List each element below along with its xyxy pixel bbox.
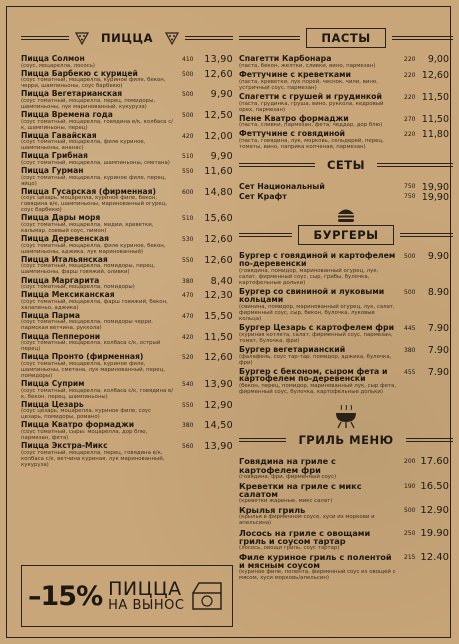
grill-desc: (лосось, овощи гриль, соус тартар) [239, 544, 340, 551]
grill-icon [333, 405, 359, 429]
burger-weight: 445 [404, 324, 416, 332]
grill-desc: (креветки жареные, микс салат) [239, 498, 333, 505]
burger-desc: (куриная котлета, салат, фирменный соус, пармезан, томат, булочка, фри) [239, 331, 393, 344]
pizza-weight: 500 [182, 70, 194, 78]
burger-price: 7.90 [427, 366, 449, 378]
pizza-weight: 500 [182, 91, 194, 99]
pizza-desc: (соус томатный, моцарелла, говядина в/к, колбаса с/к, шампиньоны, перец) [21, 118, 173, 131]
pizza-price: 12,00 [204, 130, 233, 142]
sets-title: СЕТЫ [326, 158, 366, 173]
right-column [239, 27, 453, 583]
header-rule [21, 36, 69, 40]
pizza-name: Пицца Парма [21, 310, 80, 320]
pizza-desc: (соус томатный, моцарелла, колбаса с/к, говядина в/к, бекон, перец, шампиньоны) [21, 387, 173, 400]
pasta-weight: 220 [404, 131, 416, 139]
pizza-desc: (соус цезарь, моцарелла, куриное филе, бекон, говядина в/к, шампиньоны, маринованный огурец, соус барбекю) [21, 195, 168, 214]
pizza-weight: 550 [182, 256, 194, 264]
set-price: 19,90 [421, 182, 449, 194]
pizza-slice-icon [75, 31, 89, 45]
pizza-desc: (соус, моцарелла, лосось) [21, 62, 95, 69]
pizza-item [21, 167, 233, 187]
promo-text [108, 580, 184, 612]
burger-desc: (фалафель, соус тар-тар, помидор, аджика, булочка, фри) [239, 353, 392, 366]
pizza-weight: 550 [182, 168, 194, 176]
pizza-desc: (соус томатный, моцарелла, филе куриное, бекон, шампиньоны, аджика, лук маринованный) [21, 242, 166, 255]
set-weight: 750 [404, 183, 416, 191]
pasta-name: Пене Кватро формаджи [239, 113, 349, 123]
grill-price: 19.90 [420, 527, 449, 539]
pizza-price: 12,90 [204, 399, 233, 411]
pizza-item [21, 442, 233, 468]
set-name: Сет Национальный [239, 182, 325, 192]
pasta-name: Феттучине с говядиной [239, 129, 346, 139]
burgers-header [239, 224, 453, 246]
pizza-desc: (соус томатный, моцарелла, куриное филе, бекон, черри, шампиньоны, соус барбекю) [21, 77, 166, 90]
pizza-weight: 510 [182, 215, 194, 223]
pasta-weight: 270 [404, 115, 416, 123]
burger-weight: 500 [404, 253, 416, 261]
burger-name: Бургер с беконом, сыром фета и картофелем по-деревенски [239, 366, 388, 384]
pizza-desc: (соус томатный, моцарелла, перец, говядина в/к, колбаса с/к, ветчина куриная, лук маринованный, кукуруза) [21, 449, 165, 468]
grill-title: ГРИЛЬ МЕНЮ [298, 433, 394, 448]
pizza-weight: 380 [182, 277, 194, 285]
set-item [239, 182, 453, 192]
burger-item [239, 368, 453, 396]
pizza-name: Пицца Цезарь [21, 399, 84, 409]
header-rule [185, 36, 233, 40]
pizza-name: Пицца Итальянская [21, 254, 108, 264]
pizza-weight: 410 [182, 56, 194, 63]
pizza-section [21, 27, 233, 469]
pizza-item [21, 70, 233, 90]
burger-weight: 380 [404, 346, 416, 354]
pizza-name: Пицца Суприм [21, 378, 85, 388]
burger-desc: (свинина, помидор, маринованный огурец, лук, салат, фирменный соус, сыр, бекон, булочка, луковые кольца) [239, 303, 395, 322]
pizza-name: Пицца Времена года [21, 110, 113, 120]
header-rule [239, 163, 315, 167]
pizza-price: 12,60 [204, 352, 233, 364]
grill-item [239, 553, 453, 582]
pizza-weight: 530 [182, 236, 194, 244]
pizza-weight: 420 [182, 132, 194, 140]
pizza-weight: 560 [182, 443, 194, 451]
pasta-header [239, 27, 453, 49]
pizza-name: Пицца Солмон [21, 54, 85, 63]
pizza-desc: (соус томатный, моцарелла, шампиньоны, сметана) [21, 159, 170, 166]
burger-icon [336, 206, 356, 224]
burger-item [239, 324, 453, 344]
burger-price: 7.90 [427, 322, 449, 334]
pizza-price: 14,80 [204, 186, 233, 198]
pizza-price: 13,90 [204, 378, 233, 390]
grill-name: Креветки на гриле с микс салатом [239, 480, 362, 499]
pizza-item [21, 55, 233, 69]
grill-weight: 190 [404, 482, 416, 490]
pasta-desc: (паста, сливки, пармезан, фета, чеддар, дор блю) [239, 122, 383, 129]
pizza-item [21, 235, 233, 255]
grill-header [239, 429, 453, 451]
grill-item [239, 506, 453, 526]
pizza-desc: (соус томатный, моцарелла, куриное филе, перец, яйцо) [21, 174, 167, 187]
pizza-weight: 520 [182, 354, 194, 362]
pizza-name: Пицца Пронто (фирменная) [21, 352, 144, 362]
pizza-price: 15,50 [204, 310, 233, 322]
pizza-name: Пицца Деревенская [21, 234, 110, 244]
promo-percent: –15% [28, 580, 103, 612]
pizza-name: Пицца Кватро формаджи [21, 420, 135, 430]
pasta-desc: (паста, креветки, лук порей, чеснок, чили, вино, устричный соус, пармезан) [239, 78, 378, 91]
pasta-item [239, 115, 453, 129]
pizza-item [21, 312, 233, 332]
pizza-desc: (соус томатный, моцарелла, филе куриное, шампиньоны, ананас) [21, 139, 146, 152]
pizza-header [21, 27, 233, 49]
pizza-box-icon [190, 579, 224, 613]
pizza-name: Пицца Маргарита [21, 275, 100, 285]
header-rule [377, 163, 453, 167]
pizza-price: 15,60 [204, 213, 233, 225]
pizza-item [21, 188, 233, 214]
sets-header [239, 154, 453, 176]
pizza-item [21, 152, 233, 166]
promo-line1: ПИЦЦА [108, 578, 182, 600]
burger-name: Бургер со свининой и луковыми кольцами [239, 287, 385, 304]
burger-item [239, 288, 453, 322]
pizza-name: Пицца Барбекю с курицей [21, 68, 138, 78]
pizza-desc: (соус томатный, моцарелла, помидоры черри, пармская ветчина, руккола) [21, 319, 153, 332]
pizza-list [21, 55, 233, 468]
pizza-item [21, 90, 233, 110]
pizza-desc: (соус томатный, моцарелла, колбаса с/к, острый перец) [21, 340, 161, 353]
set-weight: 750 [404, 193, 416, 201]
pizza-name: Пицца Гурман [21, 166, 84, 176]
burger-desc: (говядина, помидор, маринованный огурец, лук, салат, фирменный соус, сыр, грибы, булочка, картофельные дольки) [239, 267, 379, 287]
pizza-weight: 550 [182, 401, 194, 409]
burger-weight: 455 [404, 368, 416, 376]
header-rule [406, 438, 453, 442]
burger-desc: (бекон, перец, помидор, маринованный лук, сыр фета, фирменный соус, булочка, картофельные дольки) [239, 383, 397, 396]
pizza-item [21, 380, 233, 400]
pasta-desc: (паста, грудинка, груша, вино, руккола, кедровый орех, пармезан) [239, 100, 384, 113]
pizza-price: 12,60 [204, 68, 233, 80]
pizza-item [21, 291, 233, 311]
pizza-desc: (соус томатный, сыры: моцарелла, дор блю, пармезан, фета) [21, 428, 148, 441]
pizza-name: Пицца Грибная [21, 151, 88, 161]
pizza-name: Пицца Дары моря [21, 213, 101, 223]
burger-price: 7.90 [427, 344, 449, 356]
header-rule [239, 233, 292, 237]
burgers-title: БУРГЕРЫ [298, 225, 393, 245]
pizza-price: 13,90 [204, 441, 233, 453]
pizza-desc: (соус томатный, моцарелла, перец, помидоры, шампиньоны, лук маринованный, кукуруза) [21, 97, 156, 110]
grill-weight: 215 [404, 553, 416, 561]
pasta-name: Спагетти с грушей и грудинкой [239, 91, 382, 101]
pizza-item [21, 333, 233, 353]
header-rule [392, 36, 453, 40]
grill-price: 16.50 [420, 480, 449, 492]
header-rule [239, 438, 286, 442]
pizza-desc: (соус томатный, моцарелла, помидоры, перец, шампиньоны, фарш говяжий, оливки) [21, 263, 156, 276]
pizza-weight: 470 [182, 312, 194, 320]
pasta-weight: 220 [404, 56, 416, 63]
grill-price: 17.60 [420, 456, 449, 468]
pasta-price: 11,80 [421, 129, 449, 141]
pasta-desc: (паста, бекон, желтки, сливки, вино, пармезан) [239, 62, 376, 69]
pasta-item [239, 93, 453, 113]
pasta-name: Феттучине с креветками [239, 69, 351, 79]
pizza-item [21, 111, 233, 131]
pizza-desc: (соус томатный, моцарелла, куриное филе, шампиньоны, сметана, лук маринованный, перец, помидоры) [21, 360, 165, 379]
menu-page [6, 6, 451, 638]
pasta-item [239, 55, 453, 69]
pasta-list [239, 55, 453, 150]
burger-item [239, 252, 453, 286]
header-rule [400, 233, 453, 237]
burger-price: 8.90 [427, 287, 449, 299]
pizza-weight: 600 [182, 188, 194, 196]
burger-icon-wrap [239, 206, 453, 224]
pasta-desc: (паста, говядина, лук, морковь, сельдерей, перец, томаты, вино, паприка копченая, пармезан) [239, 138, 384, 151]
header-rule [239, 36, 300, 40]
pizza-name: Пицца Мексиканская [21, 290, 115, 300]
grill-price: 12.90 [420, 505, 449, 517]
pasta-weight: 220 [404, 93, 416, 101]
pizza-title: ПИЦЦА [101, 31, 153, 45]
pizza-item [21, 421, 233, 441]
pizza-price: 11,60 [204, 166, 233, 178]
pasta-weight: 220 [404, 71, 416, 79]
set-name: Сет Крафт [239, 192, 287, 202]
pizza-name: Пицца Экстра-Микс [21, 441, 108, 451]
set-item [239, 192, 453, 202]
grill-item [239, 482, 453, 504]
pizza-name: Пицца Пепперони [21, 331, 101, 341]
pizza-name: Пицца Вегетарианская [21, 89, 123, 99]
grill-weight: 200 [404, 458, 416, 466]
pizza-weight: 420 [182, 333, 194, 341]
burger-item [239, 346, 453, 366]
pizza-weight: 470 [182, 292, 194, 300]
pizza-desc: (соус цезарь, моцарелла, куриное филе, соус цезарь, помидоры, романо) [21, 408, 152, 421]
grill-item [239, 529, 453, 551]
grill-icon-wrap [239, 405, 453, 429]
pizza-desc: (соус томатный, моцарелла, мидии, креветки, кальмар, соевый соус, лимон) [21, 222, 154, 235]
burger-weight: 500 [404, 289, 416, 297]
pizza-item [21, 401, 233, 421]
pizza-price: 9,90 [210, 151, 233, 163]
pasta-price: 11,50 [421, 113, 449, 125]
pasta-price: 12,60 [421, 69, 449, 81]
burger-name: Бургер с говядиной и картофелем по-деревенски [239, 251, 396, 269]
pizza-price: 11,50 [204, 331, 233, 343]
sets-list [239, 182, 453, 202]
pizza-item [21, 277, 233, 291]
pasta-price: 9,00 [427, 54, 449, 65]
grill-desc: (куриное филе, полента, фирменный соус из овощей с мясом, хуси морковь/апельсин) [239, 569, 396, 582]
pizza-slice-icon [165, 31, 179, 45]
pizza-price: 12,30 [204, 290, 233, 302]
pizza-price: 12,60 [204, 234, 233, 246]
pizza-desc: (соус томатный, моцарелла, помидоры) [21, 284, 135, 291]
pizza-price: 13,90 [204, 54, 233, 65]
grill-price: 12.40 [420, 551, 449, 563]
grill-desc: (говядина, фри, фирменный соус) [239, 473, 337, 480]
grill-list [239, 457, 453, 581]
pasta-title: ПАСТЫ [306, 28, 385, 48]
pizza-name: Пицца Гусарская (фирменная) [21, 186, 156, 196]
grill-name: Крылья гриль [239, 505, 306, 516]
grill-weight: 250 [404, 529, 416, 537]
pizza-price: 12,60 [204, 254, 233, 266]
grill-name: Филе куриное гриль с полентой и мясным соусом [239, 551, 392, 571]
pizza-weight: 540 [182, 380, 194, 388]
burger-name: Бургер Цезарь с картофелем фри [239, 322, 395, 332]
pizza-price: 12,50 [204, 110, 233, 122]
pasta-price: 11,50 [421, 91, 449, 103]
pizza-item [21, 256, 233, 276]
pizza-item [21, 214, 233, 234]
promo-line2: НА ВЫНОС [108, 598, 185, 613]
promo-banner [21, 565, 233, 627]
pizza-weight: 500 [182, 112, 194, 120]
pasta-item [239, 130, 453, 150]
grill-desc: (крылья в фирменном соусе, хуси из моркови и апельсина) [239, 514, 375, 527]
grill-name: Лосось на гриле с овощами гриль и соусом тартар [239, 527, 371, 546]
pasta-item [239, 71, 453, 91]
pizza-item [21, 132, 233, 152]
grill-weight: 500 [404, 507, 416, 515]
pizza-price: 9,90 [210, 89, 233, 101]
set-price: 19,90 [421, 192, 449, 204]
pizza-weight: 510 [182, 153, 194, 161]
pasta-name: Спагетти Карбонара [239, 54, 332, 63]
burger-name: Бургер вегетарианский [239, 344, 346, 354]
burger-price: 9.90 [427, 251, 449, 263]
grill-name: Говядина на гриле с картофелем фри [239, 456, 336, 475]
pizza-price: 8,40 [210, 275, 233, 287]
pizza-name: Пицца Гавайская [21, 130, 97, 140]
grill-item [239, 457, 453, 479]
pizza-weight: 380 [182, 422, 194, 430]
pizza-price: 14,50 [204, 420, 233, 432]
pizza-item [21, 353, 233, 379]
burgers-list [239, 252, 453, 395]
pizza-desc: (соус томатный, моцарелла, фарш говяжий, бекон, халапеньо, аджика) [21, 298, 168, 311]
